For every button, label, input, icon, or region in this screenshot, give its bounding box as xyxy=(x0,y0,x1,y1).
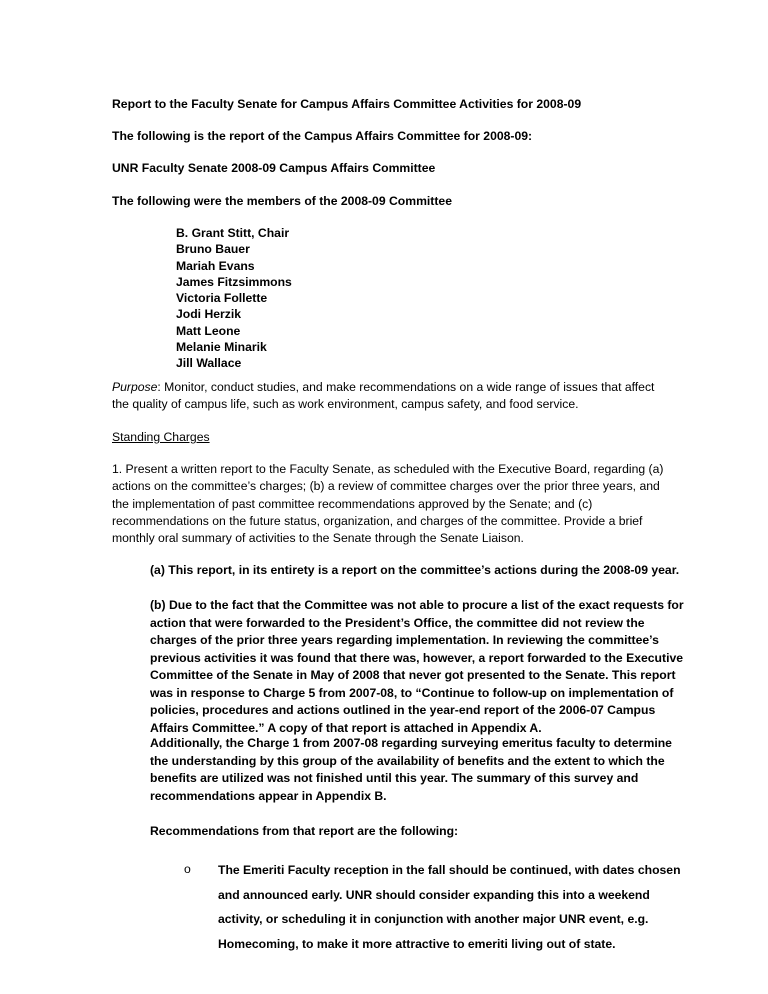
member-name: Matt Leone xyxy=(176,323,241,338)
member-name: Jill Wallace xyxy=(176,356,242,371)
additionally-paragraph: Additionally, the Charge 1 from 2007-08 regarding surveying emeritus faculty to determine the understanding by this group of the availability of benefits and the extent to which the benefits are utilized was not finished until this year. The summary of this survey and recommendations appear in Appendix B. xyxy=(150,736,672,803)
member-name: Melanie Minarik xyxy=(176,340,267,355)
member-name: Jodi Herzik xyxy=(176,307,242,322)
response-b: (b) Due to the fact that the Committee was not able to procure a list of the exact requests for action that were forwarded to the President’s Office, the committee did not review the charges of the prior three years regarding implementation. In reviewing the committee’s previous activities it was found that there was, however, a report forwarded to the Executive Committee of the Senate in May of 2008 that never got presented to the Senate. This report was in response to Charge 5 from 2007-08, to “Continue to follow-up on implementation of policies, procedures and actions outlined in the year-end report of the 2006-07 Campus Affairs Committee.” A copy of that report is attached in Appendix A. xyxy=(150,598,684,735)
response-a: (a) This report, in its entirety is a report on the committee’s actions during the 2008-09 year. xyxy=(150,563,680,577)
purpose-paragraph xyxy=(112,379,672,414)
members-list xyxy=(176,225,292,372)
purpose-label: Purpose xyxy=(112,380,158,394)
member-name: Bruno Bauer xyxy=(176,242,250,257)
recommendations-heading: Recommendations from that report are the following: xyxy=(150,824,459,838)
member-name: Mariah Evans xyxy=(176,258,255,273)
member-name: James Fitzsimmons xyxy=(176,274,292,289)
standing-charges-heading: Standing Charges xyxy=(112,430,210,444)
report-intro: The following is the report of the Campus Affairs Committee for 2008-09: xyxy=(112,129,533,143)
bullet-icon: o xyxy=(184,862,191,876)
report-title: Report to the Faculty Senate for Campus Affairs Committee Activities for 2008-09 xyxy=(112,97,582,111)
purpose-text: : Monitor, conduct studies, and make recommendations on a wide range of issues that affect the quality of campus life, such as work environment, campus safety, and food service. xyxy=(112,380,655,412)
member-name: Victoria Follette xyxy=(176,291,268,306)
recommendation-item: The Emeriti Faculty reception in the fall should be continued, with dates chosen and announced early. UNR should consider expanding this into a weekend activity, or scheduling it in conjunction with another major UNR event, e.g. Homecoming, to make it more attractive to emeriti living out of state. xyxy=(218,863,681,951)
committee-name: UNR Faculty Senate 2008-09 Campus Affairs Committee xyxy=(112,161,436,175)
members-heading: The following were the members of the 2008-09 Committee xyxy=(112,194,452,208)
member-name: B. Grant Stitt, Chair xyxy=(176,226,290,240)
charge-1-paragraph: 1. Present a written report to the Faculty Senate, as scheduled with the Executive Board, regarding (a) actions on the committee’s charges; (b) a review of committee charges over the prior three years, and the implementation of past committee recommendations approved by the Senate; and (c) recommendations on the future status, organization, and charges of the committee. Provide a brief monthly oral summary of activities to the Senate through the Senate Liaison. xyxy=(112,462,664,546)
